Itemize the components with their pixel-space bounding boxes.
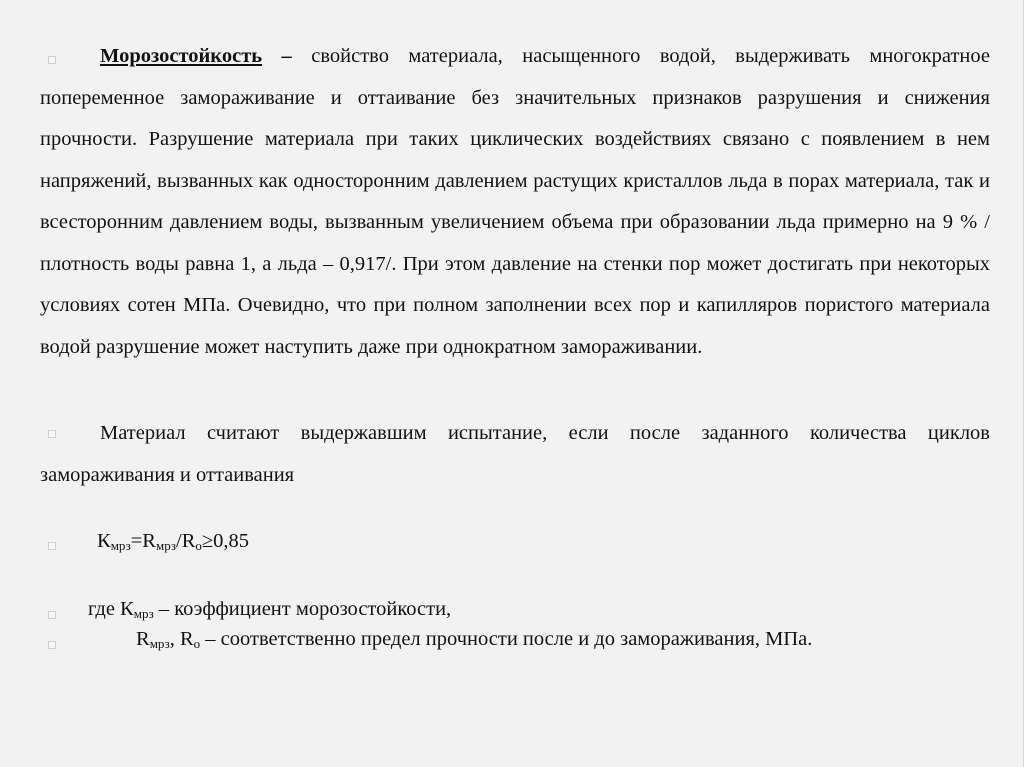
frost-resistance-definition (40, 36, 990, 368)
term-frost-resistance: Морозостойкость (100, 45, 263, 67)
strength-definition-line: $R_{мрз}$, $R_о$ – соответственно предел прочности после и до замораживания, МПа. (136, 628, 813, 651)
test-criterion-text: Материал считают выдержавшим испытание, если после заданного количества циклов замораживания и оттаивания (40, 422, 990, 486)
bullet-icon (48, 641, 56, 649)
frost-coefficient-formula: $К_{мрз}=R_{мрз}/R_о\ge 0,85$ (97, 530, 250, 553)
test-criterion-paragraph (40, 413, 990, 496)
bullet-icon (48, 542, 56, 550)
term-dash: – (262, 45, 312, 67)
bullet-icon (48, 611, 56, 619)
where-coefficient-line: где $К_{мрз}$ – коэффициент морозостойкости, (88, 598, 452, 621)
definition-text: свойство материала, насыщенного водой, выдерживать многократное попеременное замораживание и оттаивание без значительных признаков разрушения и снижения прочности. Разрушение материала при таких циклических воздействиях связано с появлением в нем напряжений, вызванных как односторонним давлением растущих кристаллов льда в порах материала, так и всесторонним давлением воды, вызванным увеличением объема при образовании льда примерно на 9 % /плотность воды равна 1, а льда – 0,917/. При этом давление на стенки пор может достигать при некоторых условиях сотен МПа. Очевидно, что при полном заполнении всех пор и капилляров пористого материала водой разрушение может наступить даже при однократном замораживании. (40, 45, 991, 358)
